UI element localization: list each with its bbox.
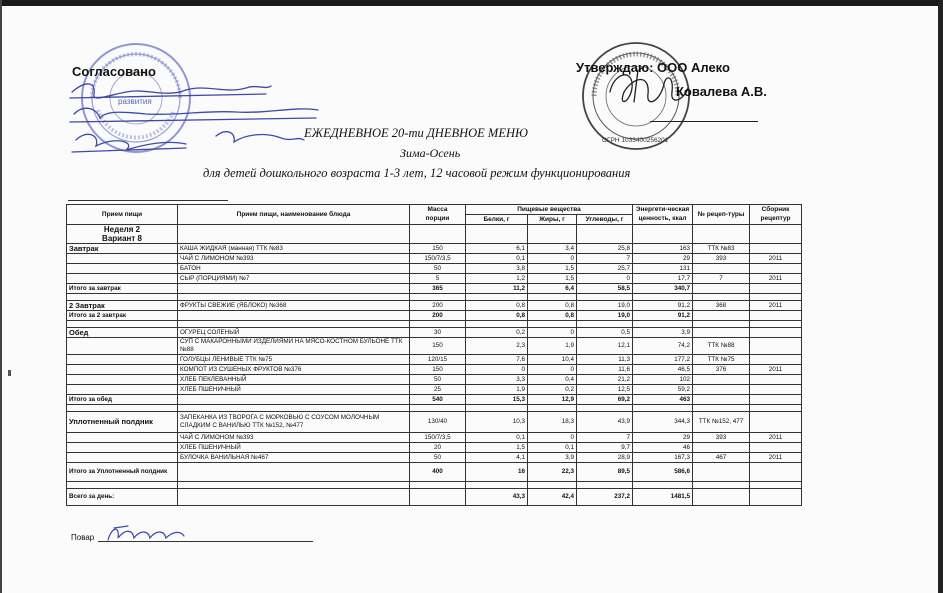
approve-signature-line — [650, 121, 758, 122]
energy-cell: 91,2 — [633, 301, 693, 311]
meal-cell: Итого за Уплотненный полдник — [67, 463, 178, 482]
recipe-cell: ТТК №88 — [693, 338, 750, 355]
table-row — [67, 328, 802, 338]
week-cell — [67, 225, 178, 244]
menu-table — [66, 204, 802, 506]
total-row — [67, 489, 802, 506]
total-row — [67, 284, 802, 294]
fat-cell: 0,8 — [528, 311, 577, 321]
protein-cell: 10,3 — [466, 412, 528, 433]
table-row — [67, 274, 802, 284]
left-handwritten-signature — [66, 74, 326, 164]
blank-row — [67, 321, 802, 328]
header-collection-1: Сборник — [750, 205, 802, 215]
fat-cell: 1,5 — [528, 274, 577, 284]
carbs-cell: 11,6 — [577, 365, 633, 375]
mass-cell: 540 — [410, 395, 466, 405]
meal-cell — [67, 355, 178, 365]
collection-cell — [750, 264, 802, 274]
dish-cell: ФРУКТЫ СВЕЖИЕ (ЯБЛОКО) №368 — [178, 301, 410, 311]
table-row — [67, 385, 802, 395]
dish-cell — [178, 284, 410, 294]
energy-cell: 1481,5 — [633, 489, 693, 506]
carbs-cell: 89,5 — [577, 463, 633, 482]
total-row — [67, 395, 802, 405]
collection-cell: 2011 — [750, 254, 802, 264]
table-row — [67, 355, 802, 365]
mass-cell: 50 — [410, 375, 466, 385]
fat-cell: 12,9 — [528, 395, 577, 405]
protein-cell: 3,8 — [466, 264, 528, 274]
meal-cell: 2 Завтрак — [67, 301, 178, 311]
meal-cell — [67, 453, 178, 463]
energy-cell: 29 — [633, 254, 693, 264]
dish-cell: БАТОН — [178, 264, 410, 274]
week-label: Неделя 2 — [103, 225, 141, 234]
mass-cell: 150 — [410, 338, 466, 355]
meal-cell: Уплотненный полдник — [67, 412, 178, 433]
carbs-cell: 0,5 — [577, 328, 633, 338]
fat-cell: 1,5 — [528, 264, 577, 274]
collection-cell: 2011 — [750, 301, 802, 311]
meal-cell: Завтрак — [67, 244, 178, 254]
recipe-cell — [693, 385, 750, 395]
protein-cell: 1,5 — [466, 443, 528, 453]
collection-cell — [750, 463, 802, 482]
protein-cell: 43,3 — [466, 489, 528, 506]
carbs-cell: 25,7 — [577, 264, 633, 274]
fat-cell: 0 — [528, 328, 577, 338]
carbs-cell: 12,5 — [577, 385, 633, 395]
meal-cell — [67, 264, 178, 274]
menu-subtitle: для детей дошкольного возраста 1-3 лет, 12 часовой режим функционирования — [203, 166, 631, 180]
fat-cell: 0,1 — [528, 443, 577, 453]
mass-cell: 200 — [410, 301, 466, 311]
cook-handwritten-signature — [104, 522, 194, 548]
carbs-cell: 7 — [577, 433, 633, 443]
blank-row — [67, 294, 802, 301]
agreed-label: Согласовано — [72, 64, 156, 79]
fat-cell: 3,9 — [528, 453, 577, 463]
energy-cell: 29 — [633, 433, 693, 443]
meal-cell — [67, 338, 178, 355]
collection-cell — [750, 338, 802, 355]
protein-cell: 0,8 — [466, 301, 528, 311]
agreed-signature-line — [68, 200, 228, 201]
header-carbs: Углеводы, г — [577, 215, 633, 225]
carbs-cell: 19,0 — [577, 311, 633, 321]
dish-cell: ЧАЙ С ЛИМОНОМ №393 — [178, 433, 410, 443]
meal-cell: Итого за 2 завтрак — [67, 311, 178, 321]
mass-cell: 150 — [410, 244, 466, 254]
dish-cell — [178, 489, 410, 506]
recipe-cell — [693, 463, 750, 482]
recipe-cell: 393 — [693, 254, 750, 264]
meal-cell — [67, 385, 178, 395]
energy-cell: 163 — [633, 244, 693, 254]
dish-cell — [178, 395, 410, 405]
fat-cell: 0,4 — [528, 375, 577, 385]
energy-cell: 102 — [633, 375, 693, 385]
collection-cell: 2011 — [750, 274, 802, 284]
table-row — [67, 365, 802, 375]
header-fat: Жиры, г — [528, 215, 577, 225]
header-recipe: № рецеп-туры — [693, 205, 750, 225]
energy-cell: 74,2 — [633, 338, 693, 355]
protein-cell: 3,3 — [466, 375, 528, 385]
recipe-cell — [693, 311, 750, 321]
recipe-cell: ТТК №152, 477 — [693, 412, 750, 433]
table-row — [67, 264, 802, 274]
mass-cell: 150/7/3,5 — [410, 433, 466, 443]
energy-cell: 17,7 — [633, 274, 693, 284]
dish-cell: ОГУРЕЦ СОЛЕНЫЙ — [178, 328, 410, 338]
recipe-cell — [693, 443, 750, 453]
energy-cell: 344,3 — [633, 412, 693, 433]
protein-cell: 0,1 — [466, 254, 528, 264]
carbs-cell: 12,1 — [577, 338, 633, 355]
collection-cell — [750, 489, 802, 506]
energy-cell: 46,5 — [633, 365, 693, 375]
mass-cell: 25 — [410, 385, 466, 395]
fat-cell: 0 — [528, 254, 577, 264]
energy-cell: 59,2 — [633, 385, 693, 395]
collection-cell — [750, 385, 802, 395]
fat-cell: 0 — [528, 365, 577, 375]
blank-row — [67, 405, 802, 412]
recipe-cell — [693, 264, 750, 274]
collection-cell: 2011 — [750, 453, 802, 463]
meal-cell — [67, 365, 178, 375]
meal-cell — [67, 375, 178, 385]
header-protein: Белки, г — [466, 215, 528, 225]
fat-cell: 3,4 — [528, 244, 577, 254]
table-row — [67, 244, 802, 254]
meal-cell: Итого за завтрак — [67, 284, 178, 294]
mass-cell: 5 — [410, 274, 466, 284]
dish-cell: ГОЛУБЦЫ ЛЕНИВЫЕ ТТК №75 — [178, 355, 410, 365]
fat-cell: 0 — [528, 433, 577, 443]
protein-cell: 1,2 — [466, 274, 528, 284]
collection-cell — [750, 328, 802, 338]
protein-cell: 6,1 — [466, 244, 528, 254]
carbs-cell: 21,2 — [577, 375, 633, 385]
collection-cell — [750, 284, 802, 294]
dish-cell: ЗАПЕКАНКА ИЗ ТВОРОГА С МОРКОВЬЮ С СОУСОМ МОЛОЧНЫМ СЛАДКИМ С ВАНИЛЬЮ ТТК №152, №477 — [178, 412, 410, 433]
table-row — [67, 443, 802, 453]
fat-cell: 18,3 — [528, 412, 577, 433]
fat-cell: 10,4 — [528, 355, 577, 365]
total-row — [67, 463, 802, 482]
dish-cell: СУП С МАКАРОННЫМИ ИЗДЕЛИЯМИ НА МЯСО-КОСТНОМ БУЛЬОНЕ ТТК №88 — [178, 338, 410, 355]
mass-cell: 150/7/3,5 — [410, 254, 466, 264]
dish-cell — [178, 311, 410, 321]
fat-cell: 42,4 — [528, 489, 577, 506]
carbs-cell: 25,8 — [577, 244, 633, 254]
header-collection-2: рецептур — [750, 215, 802, 225]
mass-cell: 30 — [410, 328, 466, 338]
dish-cell: ЧАЙ С ЛИМОНОМ №393 — [178, 254, 410, 264]
recipe-cell: 7 — [693, 274, 750, 284]
recipe-cell: 467 — [693, 453, 750, 463]
carbs-cell: 58,5 — [577, 284, 633, 294]
protein-cell: 15,3 — [466, 395, 528, 405]
recipe-cell: 376 — [693, 365, 750, 375]
protein-cell: 0,2 — [466, 328, 528, 338]
collection-cell — [750, 311, 802, 321]
collection-cell: 2011 — [750, 433, 802, 443]
mass-cell: 50 — [410, 264, 466, 274]
dish-cell: ХЛЕБ ПЕКЛЕВАННЫЙ — [178, 375, 410, 385]
mass-cell: 150 — [410, 365, 466, 375]
fat-cell: 0,2 — [528, 385, 577, 395]
header-energy-2: ценность, ккал — [633, 215, 693, 225]
recipe-cell — [693, 328, 750, 338]
fat-cell: 0,8 — [528, 301, 577, 311]
energy-cell: 3,9 — [633, 328, 693, 338]
recipe-cell — [693, 489, 750, 506]
collection-cell — [750, 375, 802, 385]
dish-cell — [178, 463, 410, 482]
dish-cell: БУЛОЧКА ВАНИЛЬНАЯ №467 — [178, 453, 410, 463]
dish-cell: ХЛЕБ ПШЕНИЧНЫЙ — [178, 385, 410, 395]
protein-cell: 16 — [466, 463, 528, 482]
protein-cell: 0,8 — [466, 311, 528, 321]
collection-cell — [750, 443, 802, 453]
meal-cell — [67, 254, 178, 264]
header-row-1 — [67, 205, 802, 215]
header-meal: Прием пищи — [67, 205, 178, 225]
carbs-cell: 19,0 — [577, 301, 633, 311]
mass-cell: 400 — [410, 463, 466, 482]
recipe-cell: 368 — [693, 301, 750, 311]
header-mass-1: Масса — [410, 205, 466, 215]
carbs-cell: 43,9 — [577, 412, 633, 433]
protein-cell: 1,9 — [466, 385, 528, 395]
table-row — [67, 375, 802, 385]
meal-cell — [67, 274, 178, 284]
protein-cell: 11,2 — [466, 284, 528, 294]
week-row — [67, 225, 802, 244]
variant-label: Вариант 8 — [102, 234, 142, 243]
blank-row — [67, 482, 802, 489]
recipe-cell: ТТК №75 — [693, 355, 750, 365]
protein-cell: 4,1 — [466, 453, 528, 463]
collection-cell — [750, 355, 802, 365]
energy-cell: 46 — [633, 443, 693, 453]
mass-cell: 200 — [410, 311, 466, 321]
mass-cell: 50 — [410, 453, 466, 463]
mass-cell: 120/15 — [410, 355, 466, 365]
approver-name: Ковалева А.В. — [676, 84, 767, 99]
recipe-cell — [693, 284, 750, 294]
meal-cell — [67, 443, 178, 453]
collection-cell: 2011 — [750, 365, 802, 375]
table-row — [67, 254, 802, 264]
recipe-cell: 393 — [693, 433, 750, 443]
table-row — [67, 412, 802, 433]
meal-cell — [67, 433, 178, 443]
dish-cell: КАША ЖИДКАЯ (манная) ТТК №83 — [178, 244, 410, 254]
carbs-cell: 9,7 — [577, 443, 633, 453]
collection-cell — [750, 412, 802, 433]
header-nutrients: Пищевые вещества — [466, 205, 633, 215]
table-row — [67, 433, 802, 443]
table-row — [67, 301, 802, 311]
energy-cell: 463 — [633, 395, 693, 405]
energy-cell: 586,6 — [633, 463, 693, 482]
carbs-cell: 69,2 — [577, 395, 633, 405]
carbs-cell: 28,9 — [577, 453, 633, 463]
table-row — [67, 453, 802, 463]
right-stamp-ogrn: ОГРН 1033400256201 — [602, 137, 669, 144]
fat-cell: 1,9 — [528, 338, 577, 355]
header-energy-1: Энергети-ческая — [633, 205, 693, 215]
recipe-cell — [693, 395, 750, 405]
carbs-cell: 0 — [577, 274, 633, 284]
carbs-cell: 11,3 — [577, 355, 633, 365]
carbs-cell: 7 — [577, 254, 633, 264]
meal-cell: Всего за день: — [67, 489, 178, 506]
left-stamp-text: развития — [118, 97, 152, 106]
cook-label: Повар — [71, 533, 95, 542]
dish-cell: КОМПОТ ИЗ СУШЕНЫХ ФРУКТОВ №376 — [178, 365, 410, 375]
mass-cell: 20 — [410, 443, 466, 453]
protein-cell: 0 — [466, 365, 528, 375]
approve-label: Утверждаю: ООО Алеко — [576, 60, 730, 75]
table-row — [67, 338, 802, 355]
scan-border-right — [938, 0, 943, 593]
mass-cell — [410, 489, 466, 506]
meal-cell: Итого за обед — [67, 395, 178, 405]
menu-title: ЕЖЕДНЕВНОЕ 20-ти ДНЕВНОЕ МЕНЮ — [304, 126, 528, 140]
header-dish: Прием пищи, наименование блюда — [178, 205, 410, 225]
scan-speck — [8, 370, 11, 376]
dish-cell: СЫР (ПОРЦИЯМИ) №7 — [178, 274, 410, 284]
dish-cell: ХЛЕБ ПШЕНИЧНЫЙ — [178, 443, 410, 453]
energy-cell: 177,2 — [633, 355, 693, 365]
protein-cell: 0,1 — [466, 433, 528, 443]
energy-cell: 340,7 — [633, 284, 693, 294]
recipe-cell: ТТК №83 — [693, 244, 750, 254]
carbs-cell: 237,2 — [577, 489, 633, 506]
header-mass-2: порции — [410, 215, 466, 225]
recipe-cell — [693, 375, 750, 385]
protein-cell: 2,3 — [466, 338, 528, 355]
total-row — [67, 311, 802, 321]
menu-season: Зима-Осень — [400, 146, 461, 160]
protein-cell: 7,6 — [466, 355, 528, 365]
mass-cell: 365 — [410, 284, 466, 294]
meal-cell: Обед — [67, 328, 178, 338]
collection-cell — [750, 244, 802, 254]
mass-cell: 130/40 — [410, 412, 466, 433]
energy-cell: 131 — [633, 264, 693, 274]
fat-cell: 22,3 — [528, 463, 577, 482]
fat-cell: 6,4 — [528, 284, 577, 294]
collection-cell — [750, 395, 802, 405]
energy-cell: 91,2 — [633, 311, 693, 321]
energy-cell: 167,3 — [633, 453, 693, 463]
